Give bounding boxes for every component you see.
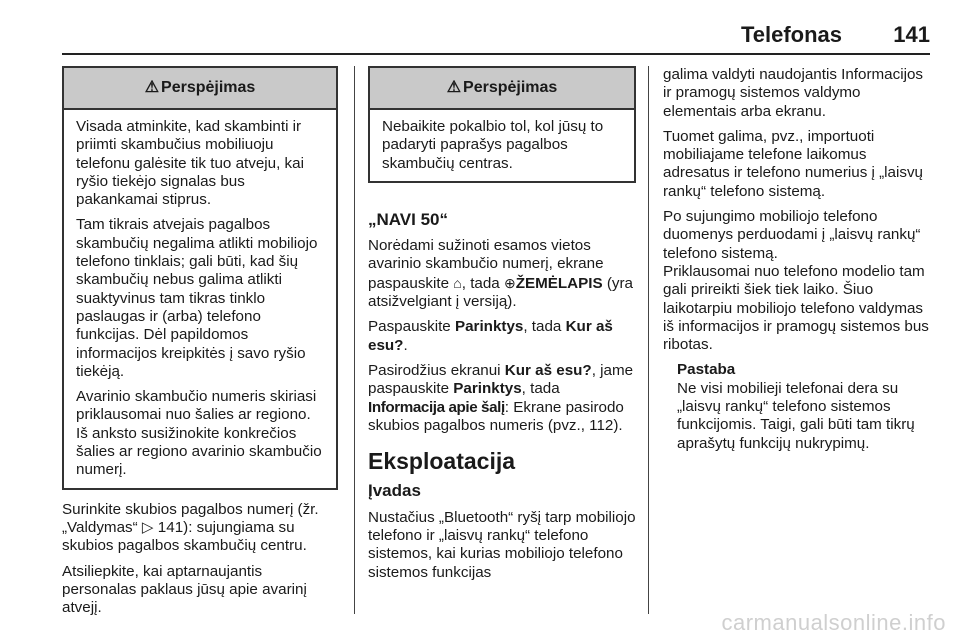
warning-box-header (370, 68, 634, 110)
warning-box-1 (62, 66, 338, 490)
country-info-label: Informacija apie šalį (368, 398, 505, 416)
column-2 (368, 66, 636, 589)
options-label: Parinktys (454, 318, 524, 336)
note-block (677, 361, 935, 452)
column-1 (62, 66, 338, 624)
paragraph-options (368, 318, 636, 355)
navi-heading: „NAVI 50“ (368, 209, 448, 229)
home-icon: ⌂ (453, 274, 462, 291)
paragraph-text: (yra atsižvelgiant į versiją). (368, 274, 633, 311)
paragraph-country-info (368, 362, 636, 435)
paragraph-dial (62, 501, 338, 556)
paragraph-control: galima valdyti naudojantis Informacijos ir pramogų sistemos valdymo elementais arba ekranu. (663, 66, 924, 120)
paragraph-text: , tada (461, 274, 504, 292)
warning-box-body (370, 110, 634, 181)
page-header (0, 0, 960, 54)
paragraph-text: Surinkite skubios pagalbos numerį (žr. „Valdymas“ (62, 500, 319, 536)
paragraph-text: Pasirodžius ekranui (368, 361, 505, 379)
paragraph-transfer: Po sujungimo mobiliojo telefono duomenys perduodami į „laisvų rankų“ telefono sistemą. (663, 208, 921, 262)
watermark: carmanualsonline.info (721, 610, 946, 635)
warning-box-title: Perspėjimas (161, 78, 256, 96)
section-heading: Eksploatacija (368, 448, 516, 475)
subsection-heading: Įvadas (368, 481, 421, 501)
warning-paragraph: Avarinio skambučio numeris skiriasi priklausomai nuo šalies ar regiono. Iš anksto susižinokite konkrečios šalies ar regiono avarinio skambučio numerį. (76, 388, 322, 479)
warning-icon: ⚠ (144, 78, 160, 96)
paragraph-intro: Nustačius „Bluetooth“ ryšį tarp mobiliojo telefono ir „laisvų rankų“ telefono sistemos, kai kurias mobiliojo telefono sistemos funkcijas (368, 508, 636, 581)
paragraph-text: Paspauskite (368, 318, 455, 336)
paragraph-text: Norėdami sužinoti esamos vietos avarinio skambučio numerį, ekrane paspauskite (368, 237, 604, 292)
paragraph-text: , tada (521, 380, 560, 398)
paragraph-import: Tuomet galima, pvz., importuoti mobiliajame telefone laikomus adresatus ir telefono numerius į „laisvų rankų“ telefono sistemą. (663, 127, 923, 200)
warning-box-header (64, 68, 336, 110)
page-number: 141 (893, 22, 930, 47)
warning-paragraph: Tam tikrais atvejais pagalbos skambučių negalima atlikti mobiliojo telefono tinklais; gali būti, kad šių skambučių nebus galima atlikti suaktyvinus tam tikras tinklo paslaugas ir (arba) telefono funkcijas. Dėl papildomos informacijos kreipkitės į savo ryšio tiekėją. (76, 216, 318, 380)
warning-box-2 (368, 66, 636, 183)
warning-box-title: Perspėjimas (463, 78, 558, 96)
warning-paragraph: Visada atminkite, kad skambinti ir priimti skambučius mobiliuoju telefonu galėsite tik tuo atveju, kai ryšio tiekėjo signalas bus pakankamai stiprus. (76, 118, 304, 209)
header-rule (62, 53, 930, 55)
column-divider-1 (354, 66, 355, 614)
warning-box-body (64, 110, 336, 488)
map-icon: ⊕ (503, 274, 516, 291)
warning-paragraph: Nebaikite pokalbio tol, kol jūsų to padaryti paprašys pagalbos skambučių centras. (382, 118, 604, 172)
note-text: Ne visi mobilieji telefonai dera su „laisvų rankų“ telefono sistemos funkcijomis. Taigi, gali būti tam tikrų aprašytų funkcijų nukrypimų. (677, 379, 915, 452)
paragraph-location (368, 237, 636, 311)
page-ref-icon: ▷ (141, 518, 154, 536)
map-label: ŽEMĖLAPIS (515, 274, 603, 292)
page-title: Telefonas (740, 22, 842, 47)
paragraph-answer: Atsiliepkite, kai aptarnaujantis personalas paklaus jūsų apie avarinį atvejį. (62, 562, 307, 617)
paragraph-text: , jame paspauskite (368, 361, 634, 398)
paragraph-text: : Ekrane pasirodo skubios pagalbos numeris (pvz., 112). (368, 398, 624, 434)
paragraph-text: 141): sujungiama su skubios pagalbos skambučių centru. (62, 518, 307, 555)
where-am-i-label: Kur aš esu? (504, 361, 592, 379)
warning-icon: ⚠ (446, 78, 462, 96)
paragraph-delay: Priklausomai nuo telefono modelio tam gali prireikti šiek tiek laiko. Šiuo laikotarpiu mobiliojo telefono valdymas iš informacijos ir pramogų sistemos bus ribotas. (663, 262, 929, 354)
paragraph-text: . (403, 336, 408, 354)
where-am-i-label: Kur aš esu? (368, 318, 613, 354)
note-label: Pastaba (677, 361, 736, 379)
column-divider-2 (648, 66, 649, 614)
column-3 (663, 66, 935, 453)
options-label: Parinktys (453, 380, 522, 398)
paragraph-text: , tada (523, 318, 566, 336)
